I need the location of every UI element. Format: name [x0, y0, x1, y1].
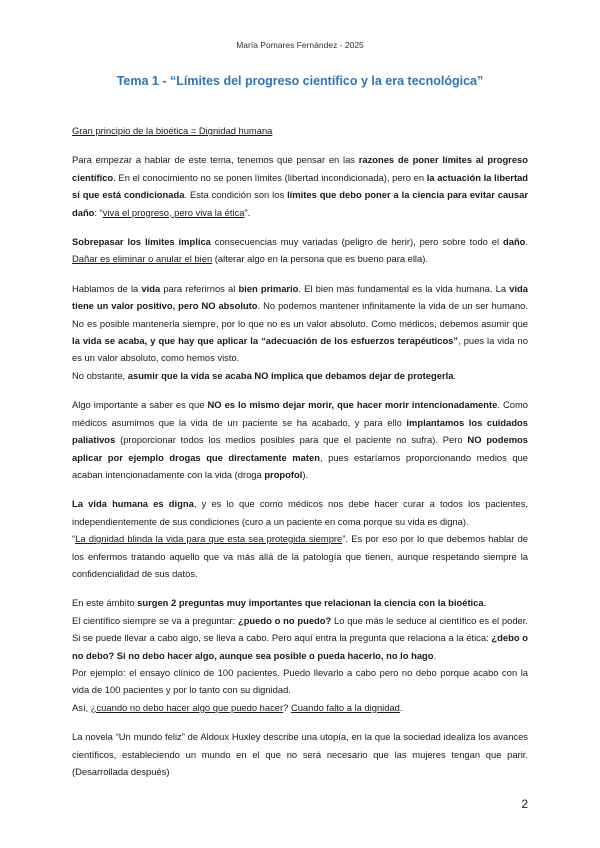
text: ). [302, 468, 309, 480]
text: consecuencias muy variadas (peligro de herir), pero sobre todo el [210, 236, 503, 248]
underlined-text: Cuando falto a la dignidad [290, 701, 400, 713]
text: ? [283, 701, 291, 713]
text: , pues la vida no es un valor absoluto, como hemos visto. [72, 335, 528, 364]
paragraph-conclusion [72, 699, 528, 716]
bold-text: la vida se acaba, y que hay que aplicar la “adecuación de los esfuerzos terapéuticos” [72, 335, 459, 347]
text: . [453, 369, 457, 381]
underlined-text: La dignidad blinda la vida para que esta sea protegida siempre [75, 533, 343, 545]
text: . [433, 649, 437, 661]
bold-text: La vida humana es digna [72, 498, 194, 510]
bold-text: límites que debo poner a la ciencia para evitar causar daño [72, 189, 528, 218]
bold-text: ¿puedo o no puedo? [237, 614, 332, 626]
text: “ [72, 533, 76, 545]
section-heading: Gran principio de la bioética = Dignidad humana [72, 125, 273, 136]
text: No obstante, [72, 369, 128, 381]
text: . [399, 701, 403, 713]
underlined-text: viva el progreso, pero viva la ética [102, 206, 245, 218]
text: para referirnos al [160, 282, 239, 294]
text: Para empezar a hablar de este tema, tenemos que pensar en las [72, 154, 359, 166]
paragraph-dignity-quote [72, 530, 528, 582]
text: El científico siempre se va a preguntar: [72, 614, 238, 626]
page-title: Tema 1 - “Límites del progreso científico y la era tecnológica” [116, 74, 484, 88]
text: . [483, 597, 487, 609]
text: : “ [94, 206, 103, 218]
bold-text: daño [503, 236, 526, 248]
text: . En el conocimiento no se ponen límites (libertad incondicionada), pero en [113, 171, 427, 183]
paragraph-novel: La novela “Un mundo feliz” de Aldoux Huxley describe una utopía, en la que la sociedad idealiza los avances científicos, estableciendo un mundo en el que no será necesario que las mujeres tengan que parir. (Desarrollada después) [72, 731, 528, 777]
paragraph-limits [72, 151, 528, 221]
text: , y es lo que como médicos nos debe hacer curar a todos los pacientes, independientemente de sus condiciones (curo a un paciente en coma porque su vida es digna). [72, 498, 528, 527]
text: . Esta condición son los [184, 189, 288, 201]
paragraph-palliative [72, 396, 528, 483]
page-number: 2 [521, 797, 528, 811]
paragraph-harm [72, 233, 528, 268]
paragraph-example: Por ejemplo: el ensayo clínico de 100 pacientes. Puedo llevarlo a cabo pero no debo porque acabo con la vida de 100 pacientes y por lo tanto con su dignidad. [72, 666, 528, 696]
bold-text: Sobrepasar los límites implica [72, 236, 211, 248]
paragraph-protect [72, 367, 528, 384]
bold-text: surgen 2 preguntas muy importantes que relacionan la ciencia con la bioética [137, 597, 484, 609]
paragraph-dignity [72, 495, 528, 530]
document-body [72, 122, 528, 780]
underlined-text: ¿cuando no debo hacer algo que puedo hacer [90, 701, 284, 713]
bold-text: ¿debo o no debo? Si no debo hacer algo, aunque sea posible o pueda hacerlo, no lo hago [72, 632, 528, 661]
bold-text: asumir que la vida se acaba NO implica que debamos dejar de protegerla [127, 369, 454, 381]
bold-text: bien primario [238, 282, 299, 294]
text: Algo importante a saber es que [72, 399, 208, 411]
text: Lo que más le seduce al científico es el poder. Si se puede llevar a cabo algo, se lleva a cabo. Pero aquí entra la pregunta que relaciona a la ética: [72, 614, 528, 644]
bold-text: vida tiene un valor positivo, pero NO absoluto [72, 282, 528, 312]
text: . No podemos mantener infinitamente la vida de un ser humano. No es posible mantenerla siempre, por lo que no es un valor absoluto. Como médicos, debemos asumir que [72, 300, 529, 329]
bold-text: implantamos los cuidados paliativos [72, 416, 529, 446]
paragraph-life [72, 280, 528, 367]
text: En este ámbito [72, 597, 138, 609]
bold-text: razones de poner límites al progreso científico [72, 154, 528, 183]
text: (proporcionar todos los medios posibles para que el paciente no sufra). Pero [115, 434, 468, 446]
bold-text: vida [141, 282, 161, 294]
underlined-text: Dañar es eliminar o anular el bien [72, 253, 213, 265]
text: Así, [72, 701, 91, 713]
text: . Como médicos asumimos que la vida de un paciente se ha acabado, y para ello [72, 399, 528, 428]
text: , pues estaríamos proporcionando medios que acaban intencionadamente con la vida (droga [72, 451, 528, 480]
bold-text: propofol [264, 468, 303, 480]
text: Hablamos de la [72, 282, 142, 294]
page-header: María Pomares Fernández - 2025 [236, 40, 364, 50]
text: . [525, 236, 529, 248]
bold-text: NO podemos aplicar por ejemplo drogas que directamente maten [72, 434, 528, 463]
bold-text: la actuación la libertad sí que está condicionada [72, 171, 529, 201]
text: ”. Es por eso por lo que debemos hablar de los enfermos tratando aquello que va más allá de la patología que tienen, aunque respetando siempre la confidencialidad de sus datos. [72, 533, 528, 579]
text: ”. [244, 206, 251, 218]
paragraph-can-should [72, 612, 528, 664]
text: . El bien más fundamental es la vida humana. La [298, 282, 510, 294]
bold-text: NO es lo mismo dejar morir, que hacer morir intencionadamente [207, 399, 498, 411]
text: (alterar algo en la persona que es bueno para ella). [212, 253, 428, 265]
paragraph-questions [72, 594, 528, 611]
